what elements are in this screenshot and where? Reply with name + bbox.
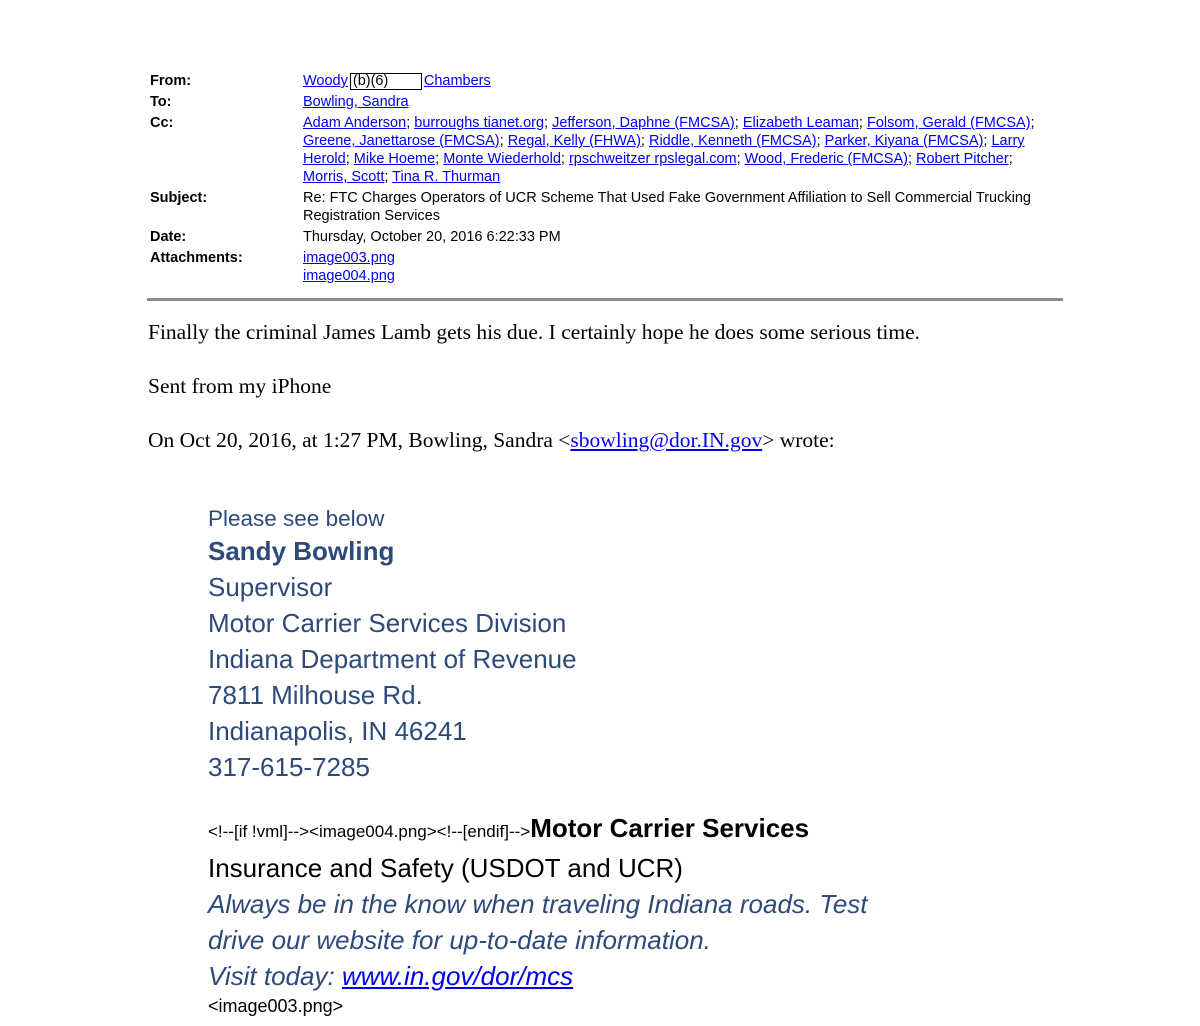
signature-name: Sandy Bowling [208, 536, 395, 566]
cc-link[interactable]: burroughs tianet.org [414, 115, 545, 131]
cc-link[interactable]: Monte Wiederhold [443, 151, 561, 167]
from-last-link[interactable]: Chambers [423, 73, 491, 89]
footer-heading: Motor Carrier Services [530, 813, 810, 843]
subject-label: Subject: [150, 190, 208, 206]
signature-title: Supervisor [208, 572, 333, 602]
sent-from-line: Sent from my iPhone [148, 374, 332, 398]
subject-value: Re: FTC Charges Operators of UCR Scheme That Used Fake Government Affiliation to Sell Commercial Trucking Registration Services [303, 190, 1031, 224]
redaction-box: (b)(6) [350, 73, 422, 90]
subject-row [150, 189, 1055, 225]
from-row [150, 72, 1055, 90]
signature-division: Motor Carrier Services Division [208, 608, 567, 638]
visit-prefix: Visit today: [208, 961, 342, 991]
attachment-link[interactable]: image003.png [303, 250, 395, 266]
from-label: From: [150, 73, 192, 89]
image-ref: <image003.png> [208, 996, 344, 1016]
email-header [150, 72, 1055, 288]
date-value: Thursday, October 20, 2016 6:22:33 PM [303, 229, 561, 245]
to-link[interactable]: Bowling, Sandra [303, 94, 409, 110]
cc-link[interactable]: Elizabeth Leaman [742, 115, 859, 131]
header-divider [147, 298, 1063, 301]
signature-phone: 317-615-7285 [208, 752, 370, 782]
attachments-row [150, 249, 1055, 285]
attachment-link[interactable]: image004.png [303, 268, 395, 284]
footer-tagline-1: Always be in the know when traveling Indiana roads. Test [208, 889, 868, 919]
from-value [303, 72, 1055, 90]
website-link[interactable]: www.in.gov/dor/mcs [341, 961, 574, 991]
cc-list: Adam Anderson; burroughs tianet.org; Jefferson, Daphne (FMCSA); Elizabeth Leaman; Folsom, Gerald (FMCSA); Greene, Janettarose (FMCSA); Regal, Kelly (FHWA); Riddle, Kenneth (FMCSA); Parker, Kiyana (FMCSA); Larry Herold; Mike Hoeme; Monte Wiederhold; rpschweitzer rpslegal.com; Wood, Frederic (FMCSA); Robert Pitcher; Morris, Scott; Tina R. Thurman [303, 115, 1035, 185]
attachments-list [303, 249, 1055, 285]
cc-link[interactable]: Regal, Kelly (FHWA) [507, 133, 641, 149]
footer-block [208, 810, 868, 1018]
vml-comment: <!--[if !vml]--><image004.png><!--[endif]--> [208, 822, 531, 841]
date-row [150, 228, 1055, 246]
cc-link[interactable]: rpschweitzer rpslegal.com [568, 151, 737, 167]
cc-link[interactable]: Riddle, Kenneth (FMCSA) [648, 133, 817, 149]
cc-link[interactable]: Parker, Kiyana (FMCSA) [824, 133, 984, 149]
quote-prefix: On Oct 20, 2016, at 1:27 PM, Bowling, Sandra < [148, 428, 571, 452]
to-row [150, 93, 1055, 111]
cc-link[interactable]: Folsom, Gerald (FMCSA) [866, 115, 1031, 131]
date-label: Date: [150, 229, 187, 245]
signature-city: Indianapolis, IN 46241 [208, 716, 467, 746]
to-label: To: [150, 94, 172, 110]
signature-street: 7811 Milhouse Rd. [208, 680, 423, 710]
from-first-link[interactable]: Woody [303, 73, 348, 89]
signature-department: Indiana Department of Revenue [208, 644, 577, 674]
cc-link[interactable]: Robert Pitcher [916, 151, 1009, 167]
quote-email-link[interactable]: sbowling@dor.IN.gov [570, 428, 763, 452]
cc-label: Cc: [150, 115, 174, 131]
quote-suffix: > wrote: [762, 428, 835, 452]
cc-link[interactable]: Larry Herold [303, 133, 1025, 167]
footer-heading-line [208, 810, 868, 850]
cc-link[interactable]: Adam Anderson [303, 115, 407, 131]
footer-visit [208, 958, 868, 994]
cc-link[interactable]: Morris, Scott [303, 169, 385, 185]
cc-link[interactable]: Greene, Janettarose (FMCSA) [303, 133, 500, 149]
signature-intro: Please see below [208, 506, 385, 531]
attachments-label: Attachments: [150, 250, 243, 266]
quote-intro [148, 427, 835, 453]
cc-link[interactable]: Tina R. Thurman [392, 169, 501, 185]
cc-row [150, 114, 1055, 186]
signature-block [208, 505, 577, 785]
cc-link[interactable]: Jefferson, Daphne (FMCSA) [552, 115, 735, 131]
footer-subheading: Insurance and Safety (USDOT and UCR) [208, 853, 683, 883]
footer-tagline-2: drive our website for up-to-date information. [208, 925, 711, 955]
message-line: Finally the criminal James Lamb gets his due. I certainly hope he does some serious time. [148, 320, 921, 344]
cc-link[interactable]: Wood, Frederic (FMCSA) [744, 151, 908, 167]
cc-link[interactable]: Mike Hoeme [353, 151, 436, 167]
